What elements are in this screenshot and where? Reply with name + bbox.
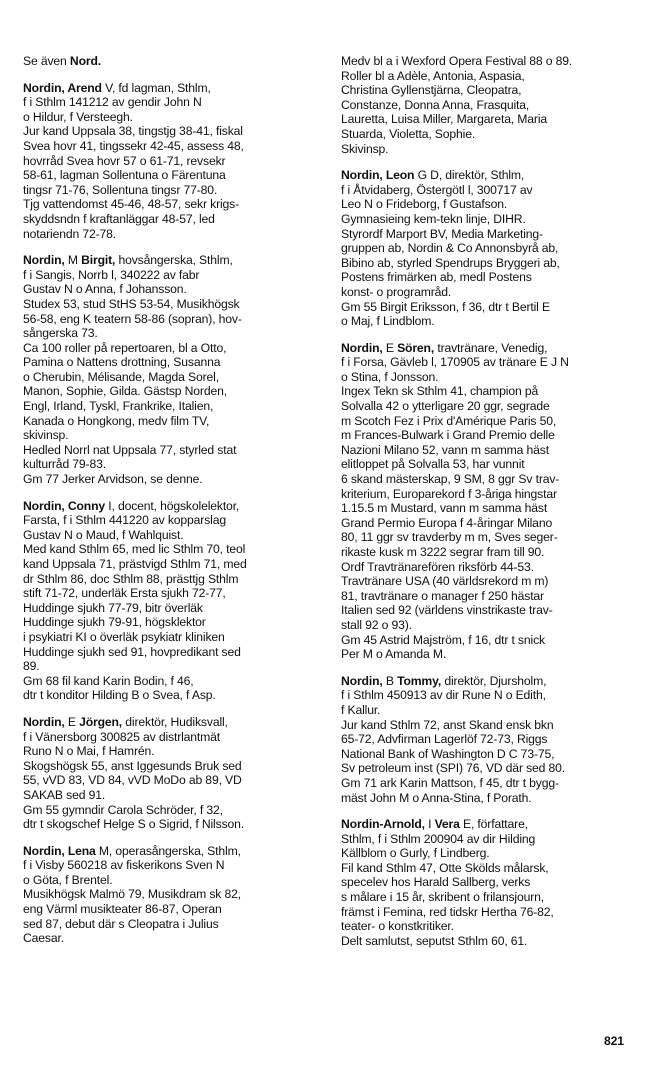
entry-body: f i Sthlm 450913 av dir Rune N o Edith, f Kallur. Jur kand Sthlm 72, anst Skand ensk bkn 65-72, Advfirman Lagerlöf 72-73, Riggs National Bank of Washington D C 73-75, Sv petroleum inst (SPI) 76, VD där sed 80. Gm 71 ark Karin Mattson, f 45, dtr t bygg- mäst John M o Anna-Stina, f Porath. [341,688,566,805]
entry-name: Nordin, Lena [23,843,96,858]
see-also-line [23,54,331,69]
entry-name: Nordin, Conny [23,498,105,513]
entry-title: G D, direktör, Sthlm, [414,168,525,183]
entry-body: Farsta, f i Sthlm 441220 av kopparslag Gustav N o Maud, f Wahlquist. Med kand Sthlm 65, med lic Sthlm 70, teol kand Uppsala 71, prästvigd Sthlm 71, med dr Sthlm 86, doc Sthlm 88, prästtjg Sthlm stift 71-72, underläk Ersta sjukh 72-77, Huddinge sjukh 77-79, bitr överläk Huddinge sjukh 79-91, högsklektor i psykiatri KI o överläk psykiatr kliniken Huddinge sjukh sed 91, hovpredikant sed 89. Gm 68 fil kand Karin Bodin, f 46, dtr t konditor Hilding B o Svea, f Asp. [23,513,247,703]
entry-name: Nordin, [341,340,383,355]
entry-title: direktör, Hudiksvall, [122,714,228,729]
left-column [23,54,331,958]
entry-name: Nordin, Arend [23,80,102,95]
entry-given-name: Tommy, [397,673,442,688]
right-column [341,54,641,960]
entry-nordin-conny [23,499,331,703]
entry-name: Nordin, [341,673,383,688]
entry-body: Sthlm, f i Sthlm 200904 av dir Hilding Källblom o Gurly, f Lindberg. Fil kand Sthlm 47, Otte Skölds målarsk, specelev hos Harald Sallberg, verks s målare i 15 år, skribent o frilansjourn, främst i Femina, red tidskr Hertha 76-82, teater- o konstkritiker. Delt samlutst, seputst Sthlm 60, 61. [341,831,554,948]
entry-title: V, fd lagman, Sthlm, [101,80,211,95]
entry-given-name: Birgit, [81,253,116,268]
entry-nordin-arnold-vera: Nordin-Arnold, I Vera E, författare, Sthlm, f i Sthlm 200904 av dir Hilding Källblom o Gurly, f Lindberg. Fil kand Sthlm 47, Otte Skölds målarsk, specelev hos Harald Sallberg, verks s målare i 15 år, skribent o frilansjourn, främst i Femina, red tidskr Hertha 76-82, teater- o konstkritiker. Delt samlutst, seputst Sthlm 60, 61. [341,817,554,948]
see-also-lead: Se även [23,54,70,68]
entry-body: f i Visby 560218 av fiskerikons Sven N o Göta, f Brentel. Musikhögsk Malmö 79, Musikdram sk 82, eng Värml musikteater 86-87, Operan sed 87, debut där s Cleopatra i Julius Caesar. [23,858,241,946]
entry-name: Nordin, Leon [341,168,415,183]
entry-nordin-jorgen: Nordin, E Jörgen, direktör, Hudiksvall, f i Vänersborg 300825 av distrlantmät Runo N o Mai, f Hamrén. Skogshögsk 55, anst Iggesunds Bruk sed 55, vVD 83, VD 84, vVD MoDo ab 89, VD SAKAB sed 91. Gm 55 gymndir Carola Schröder, f 32, dtr t skogschef Helge S o Sigrid, f Nilsson. [23,714,244,832]
entry-nordin-soren: Nordin, E Sören, travtränare, Venedig, f i Forsa, Gävleb l, 170905 av tränare E J N o Stina, f Jonsson. Ingex Tekn sk Sthlm 41, champion på Solvalla 42 o ytterligare 20 ggr, segrade m Scotch Fez i Prix d'Amérique Paris 50, m Frances-Bulwark i Grand Premio delle Nazioni Milano 52, vann m samma häst elitloppet på Solvalla 53, har vunnit 6 skand mästerskap, 9 SM, 8 ggr Sv trav- kriterium, Europarekord f 3-åriga hingstar 1.15.5 m Mustard, vann m samma häst Grand Permio Europa f 4-åringar Milano 80, 11 ggr sv travderby m m, Sves seger- rikaste kusk m 3222 segrar fram till 90. Ordf Travtränarefören riksförb 44-53. Travtränare USA (40 världsrekord m m) 81, travtränare o manager f 250 hästar Italien sed 92 (världens vinstrikaste trav- stall 92 o 93). Gm 45 Astrid Majström, f 16, dtr t snick Per M o Amanda M. [341,340,569,662]
entry-body: f i Vänersborg 300825 av distrlantmät Runo N o Mai, f Hamrén. Skogshögsk 55, anst Iggesunds Bruk sed 55, vVD 83, VD 84, vVD MoDo ab 89, VD SAKAB sed 91. Gm 55 gymndir Carola Schröder, f 32, dtr t skogschef Helge S o Sigrid, f Nilsson. [23,729,244,832]
entry-title: M, operasångerska, Sthlm, [95,843,241,858]
entry-given-name: Sören, [397,340,435,355]
entry-given-name: Vera [434,817,460,832]
entry-continuation [341,54,641,156]
entry-given-name: Jörgen, [79,714,123,729]
entry-name: Nordin-Arnold, [341,817,425,832]
entry-title: I, docent, högskolelektor, [105,498,240,513]
entry-nordin-lena [23,844,331,946]
entry-name: Nordin, [23,253,65,268]
entry-nordin-tommy: Nordin, B Tommy, direktör, Djursholm, f i Sthlm 450913 av dir Rune N o Edith, f Kallur. Jur kand Sthlm 72, anst Skand ensk bkn 65-72, Advfirman Lagerlöf 72-73, Riggs National Bank of Washington D C 73-75, Sv petroleum inst (SPI) 76, VD där sed 80. Gm 71 ark Karin Mattson, f 45, dtr t bygg- mäst John M o Anna-Stina, f Porath. [341,673,566,805]
entry-title: E, författare, [459,817,528,832]
entry-body: f i Sangis, Norrb l, 340222 av fabr Gustav N o Anna, f Johansson. Studex 53, stud StHS 53-54, Musikhögsk 56-58, eng K teatern 58-86 (sopran), hov- sångerska 73. Ca 100 roller på repertoaren, bl a Otto, Pamina o Nattens drottning, Susanna o Cherubin, Mélisande, Magda Sorel, Manon, Sophie, Gilda. Gästsp Norden, Engl, Irland, Tyskl, Frankrike, Italien, Kanada o Hongkong, medv film TV, skivinsp. Hedled Norrl nat Uppsala 77, styrled stat kulturråd 79-83. Gm 77 Jerker Arvidson, se denne. [23,267,242,487]
entry-body: f i Åtvidaberg, Östergötl l, 300717 av Leo N o Frideborg, f Gustafson. Gymnasieing kem-tekn linje, DIHR. Styrordf Marport BV, Media Marketing- gruppen ab, Nordin & Co Annonsbyrå ab, Bibino ab, styrled Spendrups Bryggeri ab, Postens frimärken ab, medl Postens konst- o programråd. Gm 55 Birgit Eriksson, f 36, dtr t Bertil E o Maj, f Lindblom. [341,182,560,329]
see-also-ref: Nord. [69,54,101,68]
entry-title: hovsångerska, Sthlm, [115,253,233,268]
entry-title: travtränare, Venedig, [434,340,548,355]
entry-nordin-leon [341,168,641,329]
entry-nordin-arend [23,81,331,242]
page-number: 821 [604,1034,624,1048]
entry-body: Medv bl a i Wexford Opera Festival 88 o 89. Roller bl a Adèle, Antonia, Aspasia, Christina Gyllenstjärna, Cleopatra, Constanze, Donna Anna, Frasquita, Lauretta, Luisa Miller, Margareta, Maria Stuarda, Violetta, Sophie. Skivinsp. [341,54,573,156]
entry-body: f i Sthlm 141212 av gendir John N o Hildur, f Versteegh. Jur kand Uppsala 38, tingstjg 38-41, fiskal Svea hovr 41, tingssekr 42-45, assess 48, hovrråd Svea hovr 57 o 61-71, revsekr 58-61, lagman Sollentuna o Färentuna tingsr 71-76, Sollentuna tingsr 77-80. Tjg vattendomst 45-46, 48-57, sekr krigs- skyddsndn f kraftanläggar 48-57, led notariendn 72-78. [23,95,244,241]
entry-title: direktör, Djursholm, [441,673,547,688]
entry-nordin-birgit: Nordin, M Birgit, hovsångerska, Sthlm, f i Sangis, Norrb l, 340222 av fabr Gustav N o Anna, f Johansson. Studex 53, stud StHS 53-54, Musikhögsk 56-58, eng K teatern 58-86 (sopran), hov- sångerska 73. Ca 100 roller på repertoaren, bl a Otto, Pamina o Nattens drottning, Susanna o Cherubin, Mélisande, Magda Sorel, Manon, Sophie, Gilda. Gästsp Norden, Engl, Irland, Tyskl, Frankrike, Italien, Kanada o Hongkong, medv film TV, skivinsp. Hedled Norrl nat Uppsala 77, styrled stat kulturråd 79-83. Gm 77 Jerker Arvidson, se denne. [23,253,242,487]
entry-name: Nordin, [23,714,65,729]
entry-body: f i Forsa, Gävleb l, 170905 av tränare E J N o Stina, f Jonsson. Ingex Tekn sk Sthlm 41, champion på Solvalla 42 o ytterligare 20 ggr, segrade m Scotch Fez i Prix d'Amérique Paris 50, m Frances-Bulwark i Grand Premio delle Nazioni Milano 52, vann m samma häst elitloppet på Solvalla 53, har vunnit 6 skand mästerskap, 9 SM, 8 ggr Sv trav- kriterium, Europarekord f 3-åriga hingstar 1.15.5 m Mustard, vann m samma häst Grand Permio Europa f 4-åringar Milano 80, 11 ggr sv travderby m m, Sves seger- rikaste kusk m 3222 segrar fram till 90. Ordf Travtränarefören riksförb 44-53. Travtränare USA (40 världsrekord m m) 81, travtränare o manager f 250 hästar Italien sed 92 (världens vinstrikaste trav- stall 92 o 93). Gm 45 Astrid Majström, f 16, dtr t snick Per M o Amanda M. [341,355,569,662]
